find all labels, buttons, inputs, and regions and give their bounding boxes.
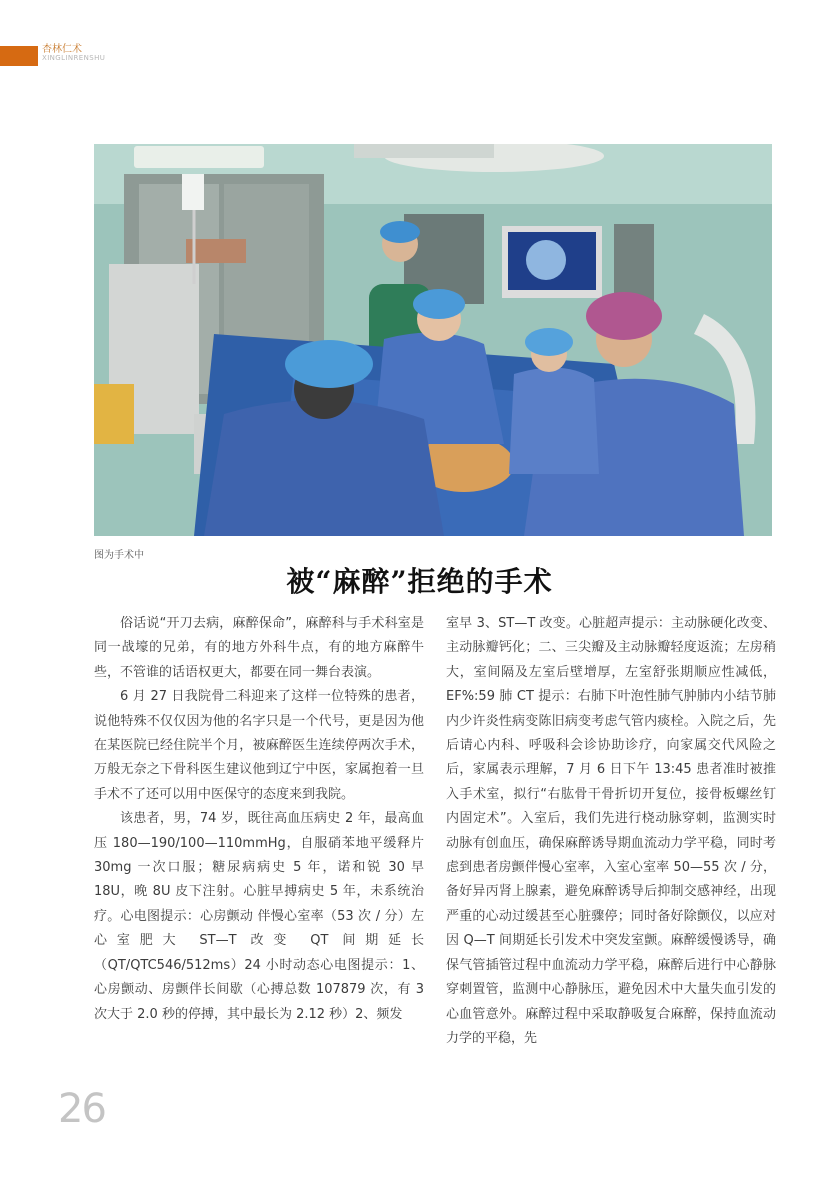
article-column-left — [94, 612, 424, 1027]
page-number: 26 — [58, 1086, 105, 1132]
section-name-en: XINGLINRENSHU — [42, 54, 106, 62]
section-name-cn: 杏林仁术 — [42, 44, 82, 55]
surgery-photo — [94, 144, 772, 536]
paragraph: 6 月 27 日我院骨二科迎来了这样一位特殊的患者，说他特殊不仅仅因为他的名字只是一个代号，更是因为他在某医院已经住院半个月，被麻醉医生连续停两次手术，万般无奈之下骨科医生建议他到辽宁中医，家属抱着一旦手术不了还可以用中医保守的态度来到我院。 — [94, 689, 424, 802]
paragraph: 该患者，男，74 岁，既往高血压病史 2 年，最高血压 180—190/100—110mmHg，自服硝苯地平缓释片 30mg 一次口服；糖尿病病史 5 年，诺和锐 30 早 18U，晚 8U 皮下注射。心脏早搏病史 5 年，未系统治疗。心电图提示：心房颤动 伴慢心室率（53 次 / 分）左心室肥大 ST—T 改变 QT 间期延长（QT/QTC546/512ms）24 小时动态心电图提示：1、心房颤动、房颤伴长间歇（心搏总数 107879 次，有 3 次大于 2.0 秒的停搏，其中最长为 2.12 秒）2、频发 — [94, 811, 424, 1022]
photo-caption: 图为手术中 — [94, 550, 144, 561]
paragraph: 室早 3、ST—T 改变。心脏超声提示：主动脉硬化改变、主动脉瓣钙化；二、三尖瓣及主动脉瓣轻度返流；左房稍大，室间隔及左室后壁增厚，左室舒张期顺应性减低，EF%:59 肺 CT 提示：右肺下叶泡性肺气肿肺内小结节肺内少许炎性病变陈旧病变考虑气管内痰栓。入院之后，先后请心内科、呼吸科会诊协助诊疗，向家属交代风险之后，家属表示理解，7 月 6 日下午 13:45 患者准时被推入手术室，拟行“右肱骨干骨折切开复位，接骨板螺丝钉内固定术”。入室后，我们先进行桡动脉穿刺，监测实时动脉有创血压，确保麻醉诱导期血流动力学平稳，同时考虑到患者房颤伴慢心室率，入室心室率 50—55 次 / 分，备好异丙肾上腺素，避免麻醉诱导后抑制交感神经，出现严重的心动过缓甚至心脏骤停；同时备好除颤仪，以应对因 Q—T 间期延长引发术中突发室颤。麻醉缓慢诱导，确保气管插管过程中血流动力学平稳，麻醉后进行中心静脉穿刺置管，监测中心静脉压，避免因术中大量失血引发的心血管意外。麻醉过程中采取静吸复合麻醉，保持血流动力学的平稳，先 — [446, 616, 776, 1046]
section-label — [42, 44, 105, 63]
article-column-right — [446, 612, 776, 1051]
paragraph: 俗话说“开刀去病，麻醉保命”，麻醉科与手术科室是同一战壕的兄弟，有的地方外科牛点，有的地方麻醉牛些，不管谁的话语权更大，都要在同一舞台表演。 — [94, 616, 424, 680]
section-tab — [0, 46, 38, 66]
article-title: 被“麻醉”拒绝的手术 — [286, 565, 553, 598]
